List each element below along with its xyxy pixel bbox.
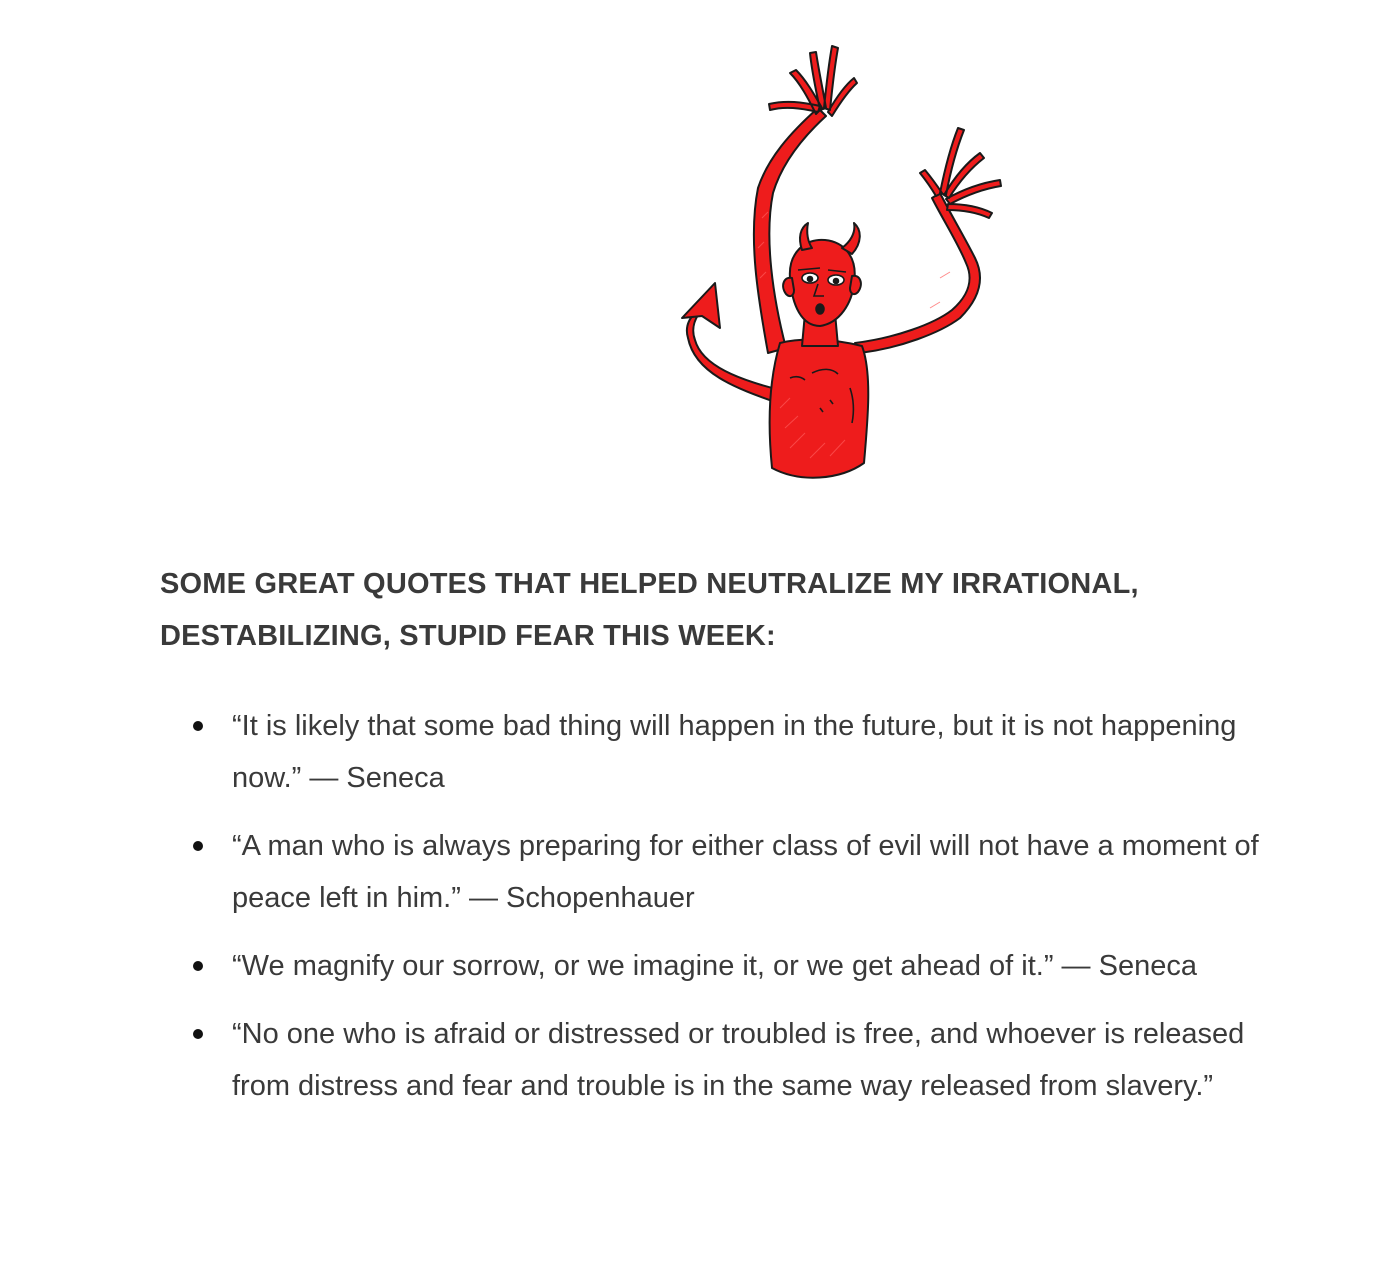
quote-text: “No one who is afraid or distressed or troubled is free, and whoever is released from distress and fear and trouble is in the same way released from slavery.”: [232, 1018, 1245, 1102]
devil-mouth: [816, 304, 824, 314]
list-item: [160, 700, 1260, 804]
list-item: [160, 820, 1260, 924]
bullet-icon: [193, 721, 203, 731]
devil-left-horn: [800, 223, 812, 250]
quote-text: “We magnify our sorrow, or we imagine it, or we get ahead of it.” — Seneca: [232, 950, 1197, 982]
bullet-icon: [193, 841, 203, 851]
quote-text: “It is likely that some bad thing will happen in the future, but it is not happening now.” — Seneca: [232, 710, 1237, 794]
quotes-heading: SOME GREAT QUOTES THAT HELPED NEUTRALIZE MY IRRATIONAL, DESTABILIZING, STUPID FEAR THIS WEEK:: [160, 568, 1139, 652]
devil-illustration: [640, 28, 1040, 488]
list-item: [160, 1008, 1260, 1112]
bullet-icon: [193, 961, 203, 971]
quotes-list: [160, 700, 1260, 1128]
bullet-icon: [193, 1029, 203, 1039]
devil-right-hand: [920, 128, 1001, 218]
devil-right-ear: [850, 276, 861, 294]
list-item: [160, 940, 1260, 992]
devil-drawing: [640, 28, 1040, 488]
devil-right-arm: [855, 193, 980, 353]
quote-text: “A man who is always preparing for either class of evil will not have a moment of peace left in him.” — Schopenhauer: [232, 830, 1259, 914]
devil-left-hand: [769, 46, 857, 116]
devil-right-horn: [842, 223, 860, 254]
devil-tail-tip: [682, 283, 720, 328]
devil-left-ear: [783, 278, 794, 296]
